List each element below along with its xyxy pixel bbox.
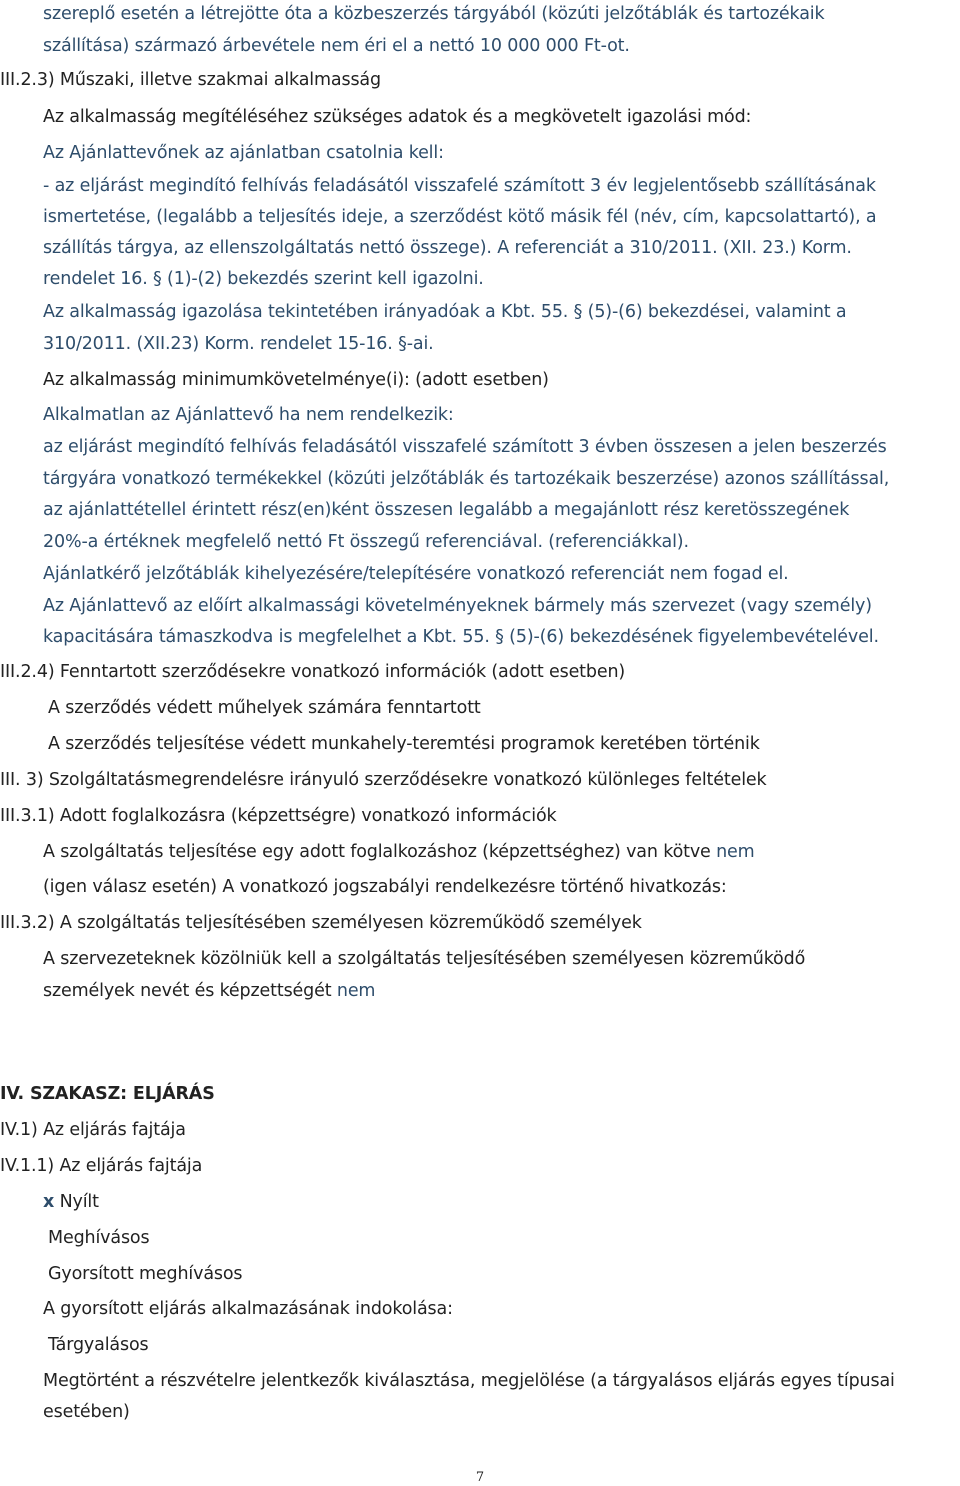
text-line: 310/2011. (XII.23) Korm. rendelet 15-16. §-ai. xyxy=(43,334,434,354)
text-line: A szervezeteknek közölniük kell a szolgáltatás teljesítésében személyesen közreműködő xyxy=(43,949,806,969)
page-number: 7 xyxy=(475,1470,485,1485)
option-line: Meghívásos xyxy=(48,1228,150,1248)
text-line: esetében) xyxy=(43,1402,130,1422)
text-line: A szerződés teljesítése védett munkahely-teremtési programok keretében történik xyxy=(48,734,760,754)
text-line: szállítás tárgya, az ellenszolgáltatás nettó összege). A referenciát a 310/2011. (XII. 23.) Korm. xyxy=(43,238,852,258)
text-line: A szerződés védett műhelyek számára fenntartott xyxy=(48,698,481,718)
option-line: Tárgyalásos xyxy=(48,1335,149,1355)
text-line: - az eljárást megindító felhívás feladásától visszafelé számított 3 év legjelentősebb szállításának xyxy=(43,176,876,196)
answer-value: nem xyxy=(336,981,376,1001)
section-heading: IV.1.1) Az eljárás fajtája xyxy=(0,1156,203,1176)
text-line: Az Ajánlattevőnek az ajánlatban csatolnia kell: xyxy=(43,143,444,163)
text-line: 20%-a értéknek megfelelő nettó Ft összegű referenciával. (referenciákkal). xyxy=(43,532,689,552)
text-line: az eljárást megindító felhívás feladásától visszafelé számított 3 évben összesen a jelen beszerzés xyxy=(43,437,887,457)
text-line: Ajánlatkérő jelzőtáblák kihelyezésére/telepítésére vonatkozó referenciát nem fogad el. xyxy=(43,564,789,584)
option-line: Gyorsított meghívásos xyxy=(48,1264,243,1284)
text-line: Megtörtént a részvételre jelentkezők kiválasztása, megjelölése (a tárgyalásos eljárás egyes típusai xyxy=(43,1371,895,1391)
text-line xyxy=(43,841,755,863)
text-line: kapacitására támaszkodva is megfelelhet a Kbt. 55. § (5)-(6) bekezdésének figyelembevételével. xyxy=(43,627,879,647)
checkmark-x: x xyxy=(43,1192,55,1212)
section-title: IV. SZAKASZ: ELJÁRÁS xyxy=(0,1084,215,1104)
text-line: Az alkalmasság igazolása tekintetében irányadóak a Kbt. 55. § (5)-(6) bekezdései, valamint a xyxy=(43,302,847,322)
text-fragment: személyek nevét és képzettségét xyxy=(43,981,332,1001)
text-line: Az Ajánlattevő az előírt alkalmassági követelményeknek bármely más szervezet (vagy személy) xyxy=(43,596,872,616)
text-line: (igen válasz esetén) A vonatkozó jogszabályi rendelkezésre történő hivatkozás: xyxy=(43,877,727,897)
section-heading: III.3.1) Adott foglalkozásra (képzettségre) vonatkozó információk xyxy=(0,806,557,826)
text-line: szállítása) származó árbevétele nem éri el a nettó 10 000 000 Ft-ot. xyxy=(43,36,630,56)
text-line: szereplő esetén a létrejötte óta a közbeszerzés tárgyából (közúti jelzőtáblák és tartozékaik xyxy=(43,4,825,24)
text-line: rendelet 16. § (1)-(2) bekezdés szerint kell igazolni. xyxy=(43,269,484,289)
text-line: A gyorsított eljárás alkalmazásának indokolása: xyxy=(43,1299,453,1319)
text-line: Alkalmatlan az Ajánlattevő ha nem rendelkezik: xyxy=(43,405,454,425)
text-line xyxy=(43,980,375,1002)
text-line: Az alkalmasság minimumkövetelménye(i): (adott esetben) xyxy=(43,370,549,390)
option-line xyxy=(43,1191,99,1213)
section-heading: III.3.2) A szolgáltatás teljesítésében személyesen közreműködő személyek xyxy=(0,913,642,933)
text-line: az ajánlattétellel érintett rész(en)ként összesen legalább a megajánlott rész keretösszegének xyxy=(43,500,850,520)
text-line: ismertetése, (legalább a teljesítés ideje, a szerződést kötő másik fél (név, cím, kapcsolattartó), a xyxy=(43,207,877,227)
section-heading: III.2.4) Fenntartott szerződésekre vonatkozó információk (adott esetben) xyxy=(0,662,626,682)
section-heading: III.2.3) Műszaki, illetve szakmai alkalmasság xyxy=(0,70,381,90)
text-line: tárgyára vonatkozó termékekkel (közúti jelzőtáblák és tartozékaik beszerzése) azonos szállítással, xyxy=(43,469,890,489)
section-heading: III. 3) Szolgáltatásmegrendelésre irányuló szerződésekre vonatkozó különleges feltételek xyxy=(0,770,767,790)
section-heading: IV.1) Az eljárás fajtája xyxy=(0,1120,186,1140)
option-label: Nyílt xyxy=(59,1192,99,1212)
text-line: Az alkalmasság megítéléséhez szükséges adatok és a megkövetelt igazolási mód: xyxy=(43,107,752,127)
answer-value: nem xyxy=(716,842,755,862)
text-fragment: A szolgáltatás teljesítése egy adott foglalkozáshoz (képzettséghez) van kötve xyxy=(43,842,711,862)
